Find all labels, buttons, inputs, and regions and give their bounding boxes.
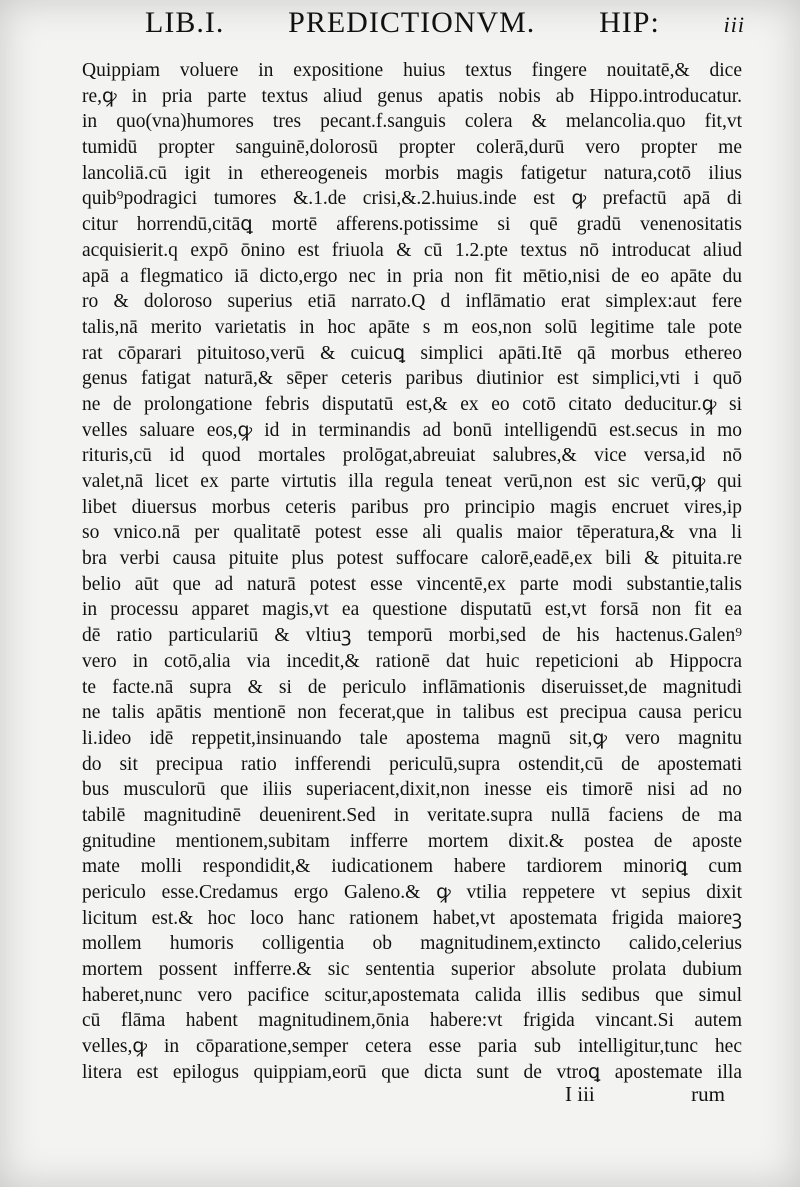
text-line: dē ratio particulariū & vltiuꝫ temporū morbi,sed de his hactenus.Galen⁹ [82, 625, 742, 647]
text-line: bra verbi causa pituite plus potest suffocare calorē,eadē,ex bili & pituita.re [82, 548, 742, 570]
page-footer [565, 1082, 725, 1112]
header-book-number: LIB.I. [145, 6, 225, 39]
running-header [145, 6, 745, 46]
text-line: valet,nā licet ex parte virtutis illa regula teneat verū,non est sic verū,ꝙ qui [82, 471, 742, 492]
text-line: bus musculorū que iliis superiacent,dixit,non inesse eis timorē nisi ad no [82, 779, 742, 801]
text-line: re,ꝙ in pria parte textus aliud genus apatis nobis ab Hippo.introducatur. [82, 85, 742, 107]
text-line: ne de prolongatione febris disputatū est,& ex eo cotō citato deducitur.ꝙ si [82, 393, 742, 415]
text-line: libet diuersus morbus ceteris paribus pro principio magis encruet vires,ip [82, 496, 742, 518]
text-line: vero in cotō,alia via incedit,& rationē dat huic repeticioni ab Hippocra [82, 650, 742, 672]
text-line: licitum est.& hoc loco hanc rationem habet,vt apostemata frigida maioreꝫ [82, 907, 742, 929]
header-title: PREDICTIONVM. [288, 6, 536, 39]
text-line: rat cōparari pituitoso,verū & cuicuꝗ simplici apāti.Itē qā morbus ethereo [82, 342, 742, 364]
text-line: genus fatigat naturā,& sēper ceteris paribus diutinior est simplici,vti i quō [82, 368, 742, 390]
text-line: litera est epilogus quippiam,eorū que dicta sunt de vtroꝗ apostemate illa [82, 1061, 742, 1083]
text-line: gnitudine mentionem,subitam infferre mortem dixit.& postea de aposte [82, 830, 742, 852]
text-line: in quo(vna)humores tres pecant.f.sanguis colera & melancolia.quo fit,vt [82, 111, 742, 133]
header-author: HIP: [599, 6, 660, 39]
text-line: in processu apparet magis,vt ea questione disputatū est,vt forsā non fit ea [82, 599, 742, 621]
catchword: rum [691, 1082, 725, 1106]
text-line: talis,nā merito varietatis in hoc apāte s m eos,non solū legitime tale pote [82, 316, 742, 338]
folio-number: iii [723, 12, 745, 37]
text-line: mollem humoris colligentia ob magnitudinem,extincto calido,celerius [82, 933, 742, 955]
text-line: tumidū propter sanguinē,dolorosū propter colerā,durū vero propter me [82, 137, 742, 159]
text-line: apā a flegmatico iā dicto,ergo nec in pria non fit mētio,nisi de eo apāte du [82, 265, 742, 287]
text-line: velles,ꝙ in cōparatione,semper cetera esse paria sub intelligitur,tunc hec [82, 1036, 742, 1058]
text-line: ne talis apātis mentionē non fecerat,que in talibus est precipua causa pericu [82, 702, 742, 724]
text-line: quib⁹podragici tumores &.1.de crisi,&.2.huius.inde est ꝙ prefactū apā di [82, 188, 742, 210]
text-line: do sit precipua ratio infferendi periculū,supra ostendit,cū de apostemati [82, 753, 742, 775]
text-line: cū flāma habent magnitudinem,ōnia habere:vt frigida vincant.Si autem [82, 1010, 742, 1032]
text-line: belio aūt que ad naturā potest esse vincentē,ex parte modi substantie,talis [82, 573, 742, 595]
text-line: mortem possent infferre.& sic sententia superior absolute prolata dubium [82, 959, 742, 981]
text-line: tabilē magnitudinē deuenirent.Sed in veritate.supra nullā faciens de ma [82, 804, 742, 826]
text-line: acquisierit.q expō ōnino est friuola & cū 1.2.pte textus nō introducat aliud [82, 239, 742, 261]
body-text [82, 58, 742, 1086]
text-line: velles saluare eos,ꝙ id in terminandis ad bonū intelligendū est.secus in mo [82, 419, 742, 441]
text-line: citur horrendū,citāꝗ mortē afferens.potissime si quē gradū venenositatis [82, 214, 742, 236]
text-line: mate molli respondidit,& iudicationem habere tardiorem minoriꝗ cum [82, 856, 742, 878]
signature-mark: I iii [565, 1082, 595, 1106]
text-line: ro & doloroso superius etiā narrato.Q d inflāmatio erat simplex:aut fere [82, 291, 742, 313]
text-line: lancoliā.cū igit in ethereogeneis morbis magis fatigetur natura,cotō ilius [82, 162, 742, 184]
text-line: te facte.nā supra & si de periculo inflāmationis diseruisset,de magnitudi [82, 676, 742, 698]
text-line: so vnico.nā per qualitatē potest esse ali qualis maior tēperatura,& vna li [82, 522, 742, 544]
text-line: periculo esse.Credamus ergo Galeno.& ꝙ vtilia reppetere vt sepius dixit [82, 882, 742, 903]
text-line: li.ideo idē reppetit,insinuando tale apostema magnū sit,ꝙ vero magnitu [82, 727, 742, 749]
text-line: Quippiam voluere in expositione huius textus fingere nouitatē,& dice [82, 60, 742, 81]
text-line: rituris,cū id quod mortales prolōgat,abreuiat salubres,& vice versa,id nō [82, 445, 742, 467]
text-line: haberet,nunc vero pacifice scitur,apostemata calida illis sedibus que simul [82, 984, 742, 1006]
